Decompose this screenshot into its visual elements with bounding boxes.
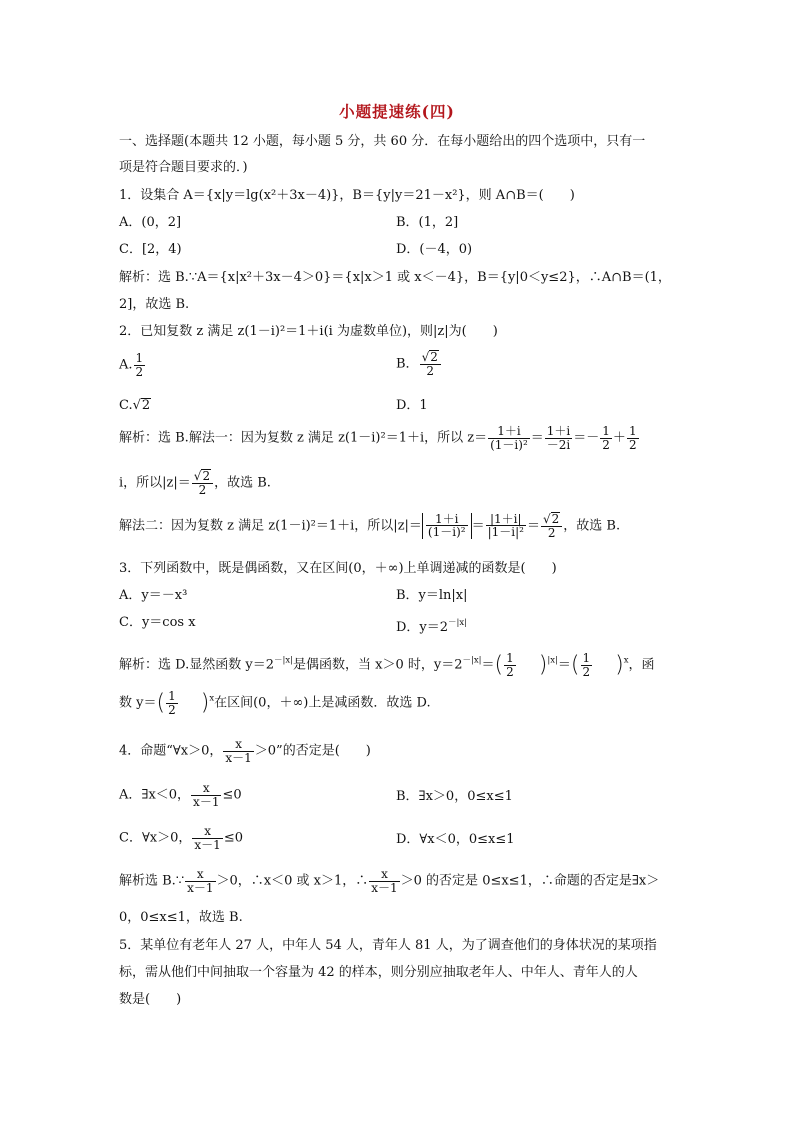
fraction-numerator: |1＋i| [490,511,522,526]
page-title: 小题提速练(四) [339,102,455,121]
exponent: |x| [547,655,558,666]
fraction [369,868,399,894]
q3-solution-text: 是偶函数，当 x＞0 时，y＝2 [293,657,463,673]
q4-stem-text: ＞0”的否定是( ) [254,743,371,759]
q4-solution-text: ＞0 的否定是 0≤x≤1，∴命题的否定是∃x＞ [400,873,660,889]
fraction-denominator: x－1 [193,794,220,809]
fraction-denominator: x－1 [187,880,214,895]
fraction [191,782,221,808]
sqrt-symbol: √2 [132,398,151,413]
sqrt-radicand: 2 [430,350,438,364]
q4-option-c-text: ≤0 [223,830,243,846]
q3-option-b: B．y＝ln|x| [396,588,468,603]
exponent: x [209,693,215,704]
fraction [581,652,593,678]
sqrt-radicand: 2 [141,398,151,413]
q2-option-a [119,352,146,378]
fraction-denominator: (1－i)² [490,437,528,452]
fraction [545,425,572,451]
fraction-numerator: x [196,867,204,881]
fraction-numerator: 1 [582,651,591,665]
q2-option-d: D．1 [396,398,428,413]
q3-solution-text: 解析：选 D.显然函数 y＝2 [119,657,274,673]
q4-solution-line-2: 0，0≤x≤1，故选 B. [119,910,243,925]
q4-stem-text: 4．命题“∀x＞0， [119,743,223,759]
fraction [488,425,530,451]
q4-option-d: D．∀x＜0，0≤x≤1 [396,832,515,847]
fraction-denominator: 2 [168,702,176,717]
q4-solution-text: 解析选 B.∵ [119,873,185,889]
q3-option-a: A．y＝－x³ [119,588,188,603]
fraction-numerator: 1 [168,689,176,703]
fraction-denominator: (1－i)² [427,525,466,540]
q3-option-d-text: D．y＝2 [396,620,449,635]
fraction-numerator: 1＋i [546,424,571,438]
q2-option-b-fraction [420,350,441,378]
q3-solution-text: 在区间(0，＋∞)上是减函数．故选 D. [214,695,431,711]
q1-option-a: A．(0，2] [119,215,182,230]
q3-option-d [396,614,467,637]
q2-option-c [119,397,151,415]
fraction-numerator: 1 [602,424,610,438]
fraction [166,690,178,716]
fraction [541,512,562,540]
left-paren: ( [494,652,504,678]
fraction [486,513,526,539]
left-paren: ( [570,652,580,678]
q4-option-a-text: A．∃x＜0， [119,787,191,803]
q4-option-a [119,782,242,808]
fraction [504,652,516,678]
q5-line-1: 5．某单位有老年人 27 人，中年人 54 人，青年人 81 人，为了调查他们的身体状况的某项指 [119,938,657,953]
absolute-value [422,513,472,539]
right-paren: ) [615,652,624,678]
q3-solution-text: ，函 [628,657,655,673]
q2-solution-text: 解析：选 B.解法一：因为复数 z 满足 z(1－i)²＝1＋i，所以 z＝ [119,430,488,446]
q3-stem: 3．下列函数中，既是偶函数，又在区间(0，＋∞)上单调递减的函数是( ) [119,561,557,576]
q2-stem: 2．已知复数 z 满足 z(1－i)²＝1＋i(i 为虚数单位)，则|z|为( ) [119,324,498,339]
fraction-denominator: 2 [135,364,144,379]
sqrt-radicand: 2 [551,512,560,526]
q1-option-c: C．[2，4) [119,242,182,257]
q4-option-a-text: ≤0 [222,787,242,803]
q4-solution-text: ＞0，∴x＜0 或 x＞1，∴ [216,873,369,889]
fraction-numerator: 1＋i [497,424,521,438]
fraction-denominator: 2 [420,364,441,378]
left-paren: ( [156,690,166,716]
exponent: －|x| [462,655,482,666]
q2-solution-line-1: 解析：选 B.解法一：因为复数 z 满足 z(1－i)²＝1＋i，所以 z＝ $\frac{1+i}{\text{(1－i)²}}$ ＝ $\frac{1+i}{-2i}$ ＝－ $\frac{1}{2}$ ＋ $\frac{1}{2}$ [119,424,637,452]
exponent: －|x| [448,618,468,628]
q4-option-c [119,825,243,851]
fraction-denominator: 2 [506,664,514,679]
q2-option-a-label: A. [119,357,133,373]
intro-line-2: 项是符合题目要求的．) [119,160,248,175]
q1-option-d: D．(－4，0) [396,242,473,257]
fraction-numerator: x [381,867,388,881]
right-paren: ) [200,690,210,716]
q3-solution-text: 数 y＝ [119,695,157,711]
q2-solution-text: ，故选 B. [214,475,271,491]
fraction-numerator: x [235,737,242,751]
fraction [223,738,253,764]
fraction-denominator: |1－i|² [487,525,524,540]
q4-stem [119,738,371,764]
right-paren: ) [538,652,548,678]
q4-option-b: B．∃x＞0，0≤x≤1 [396,789,513,804]
fraction [185,868,215,894]
fraction-denominator: 2 [602,437,610,452]
q2-option-c-label: C. [119,398,133,413]
fraction [627,425,639,451]
fraction-numerator: 1 [135,351,144,365]
exponent: －|x| [273,655,294,666]
fraction-numerator: 1 [506,651,514,665]
fraction-numerator: x [204,824,211,838]
q5-line-2: 标，需从他们中间抽取一个容量为 42 的样本，则分别应抽取老年人、中年人、青年人的人 [119,965,638,980]
q3-option-c: C．y＝cos x [119,615,196,630]
fraction-denominator: x－1 [371,880,398,895]
fraction-denominator: 2 [541,526,562,540]
q1-solution-line-2: 2]，故选 B. [119,297,190,312]
fraction-denominator: x－1 [225,750,252,765]
sqrt-symbol: √2 [542,512,560,526]
q2-option-b [396,350,442,378]
q4-option-c-text: C．∀x＞0， [119,830,192,846]
q3-solution-text: ＝ [481,657,495,673]
q2-solution-text: i，所以|z|＝ [119,475,191,491]
fraction-numerator: 1 [628,424,637,438]
sqrt-symbol: √2 [421,350,438,364]
q5-line-3: 数是( ) [119,992,182,1007]
sqrt-symbol: √2 [193,469,211,483]
fraction-numerator: x [202,781,210,795]
fraction-denominator: x－1 [194,837,221,852]
intro-line-1: 一、选择题(本题共 12 小题，每小题 5 分，共 60 分．在每小题给出的四个选项中，只有一 [119,134,646,149]
q3-solution-line-2 [119,690,431,716]
fraction [600,425,612,451]
q2-option-a-fraction [134,352,146,378]
q2-method-two-text: ，故选 B. [563,518,621,534]
q3-solution-line-1: 解析：选 D.显然函数 $y=2^{-|x|}$是偶函数，当 x＞0 时，$y=2^{-|x|}=$( $\frac{1}{2}$ )$^{|x|}$＝( $\frac{1}{2}$ )$^x$，函 [119,651,655,679]
q1-solution-line-1: 解析：选 B.∵A＝{x|x²＋3x－4＞0}＝{x|x＞1 或 x＜－4}，B＝{y|0＜y≤2}，∴A∩B＝(1， [119,270,671,285]
fraction-denominator: －2i [546,437,571,452]
q4-solution-line-1 [119,868,659,894]
fraction [192,825,222,851]
q2-option-b-label: B． [396,356,419,372]
q2-solution-line-2 [119,469,271,497]
q1-option-b: B．(1，2] [396,215,459,230]
exponent: x [623,655,629,666]
fraction [192,469,213,497]
fraction-numerator: 1＋i [435,511,459,526]
fraction-denominator: 2 [582,664,591,679]
q2-method-two: 解法二：因为复数 z 满足 z(1－i)²＝1＋i，所以|z|＝ $\frac{1+i}{\text{(1－i)²}}$ ＝ $\frac{|1+i|}{\text{|1－i|²}}$ ＝ $\frac{√2}{2}$ ，故选 B. [119,511,621,540]
q1-stem: 1．设集合 A＝{x|y＝lg(x²＋3x－4)}，B＝{y|y＝21－x²}，则 A∩B＝( ) [119,188,575,203]
fraction-denominator: 2 [192,483,213,497]
sqrt-radicand: 2 [202,469,211,483]
q2-method-two-text: 解法二：因为复数 z 满足 z(1－i)²＝1＋i，所以|z|＝ [119,518,422,534]
fraction [426,513,468,539]
fraction-denominator: 2 [628,437,637,452]
